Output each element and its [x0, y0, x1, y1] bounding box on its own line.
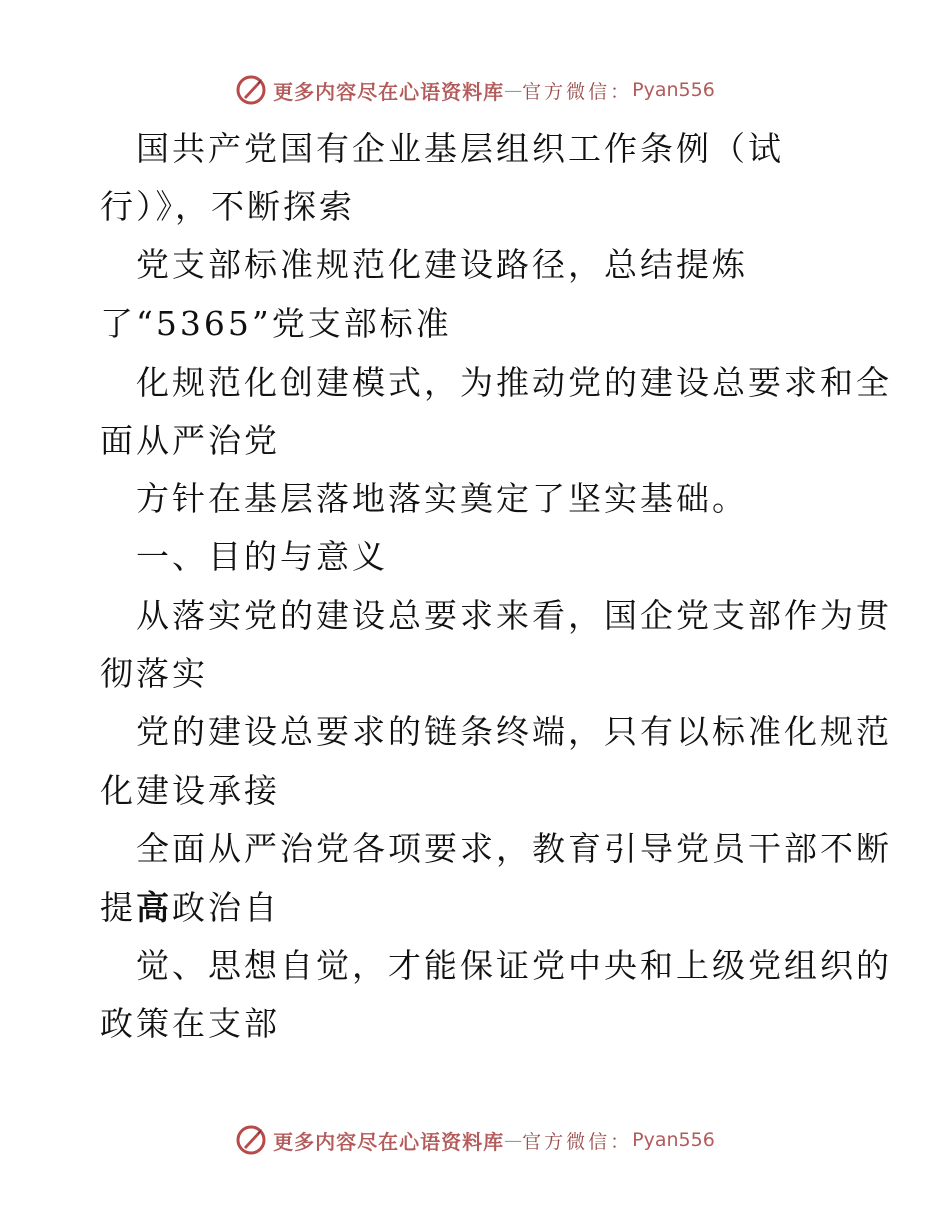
watermark-dash: — — [504, 1129, 523, 1151]
text-line: 从落实党的建设总要求来看，国企党支部作为贯 — [136, 596, 892, 635]
text-line: 面从严治党 — [100, 421, 280, 460]
footer-watermark — [0, 1120, 950, 1160]
watermark-dash: — — [504, 79, 523, 101]
text-line: 党的建设总要求的链条终端，只有以标准化规范 — [136, 712, 892, 751]
text-line: 行）》，不断探索 — [100, 187, 355, 226]
header-watermark — [0, 70, 950, 110]
text-line: 化规范化创建模式，为推动党的建设总要求和全 — [136, 363, 892, 402]
watermark-brand: 更多内容尽在心语资料库 — [273, 1129, 505, 1154]
quill-logo-icon — [235, 1124, 267, 1156]
text-line: 政策在支部 — [100, 1004, 280, 1043]
text-line: 化建设承接 — [100, 771, 280, 810]
watermark-id: Pyan556 — [632, 1129, 715, 1151]
text-line: 方针在基层落地落实奠定了坚实基础。 — [136, 479, 748, 518]
text-fragment: 政治自 — [172, 888, 280, 927]
section-heading: 一、目的与意义 — [136, 537, 388, 576]
watermark-sub: 官方微信： — [522, 80, 633, 103]
bold-character: 高 — [136, 888, 172, 927]
text-line: 了“5365”党支部标准 — [100, 304, 452, 343]
watermark-id: Pyan556 — [632, 79, 715, 101]
text-line: 国共产党国有企业基层组织工作条例（试 — [136, 129, 784, 168]
text-line: 彻落实 — [100, 654, 208, 693]
text-fragment: 提 — [100, 888, 136, 927]
text-line: 全面从严治党各项要求，教育引导党员干部不断 — [136, 829, 892, 868]
text-line: 觉、思想自觉，才能保证党中央和上级党组织的 — [136, 946, 892, 985]
text-line: 党支部标准规范化建设路径，总结提炼 — [136, 245, 748, 284]
text-line-mixed — [100, 888, 280, 927]
watermark-brand: 更多内容尽在心语资料库 — [273, 79, 505, 104]
quill-logo-icon — [235, 74, 267, 106]
watermark-sub: 官方微信： — [522, 1130, 633, 1153]
